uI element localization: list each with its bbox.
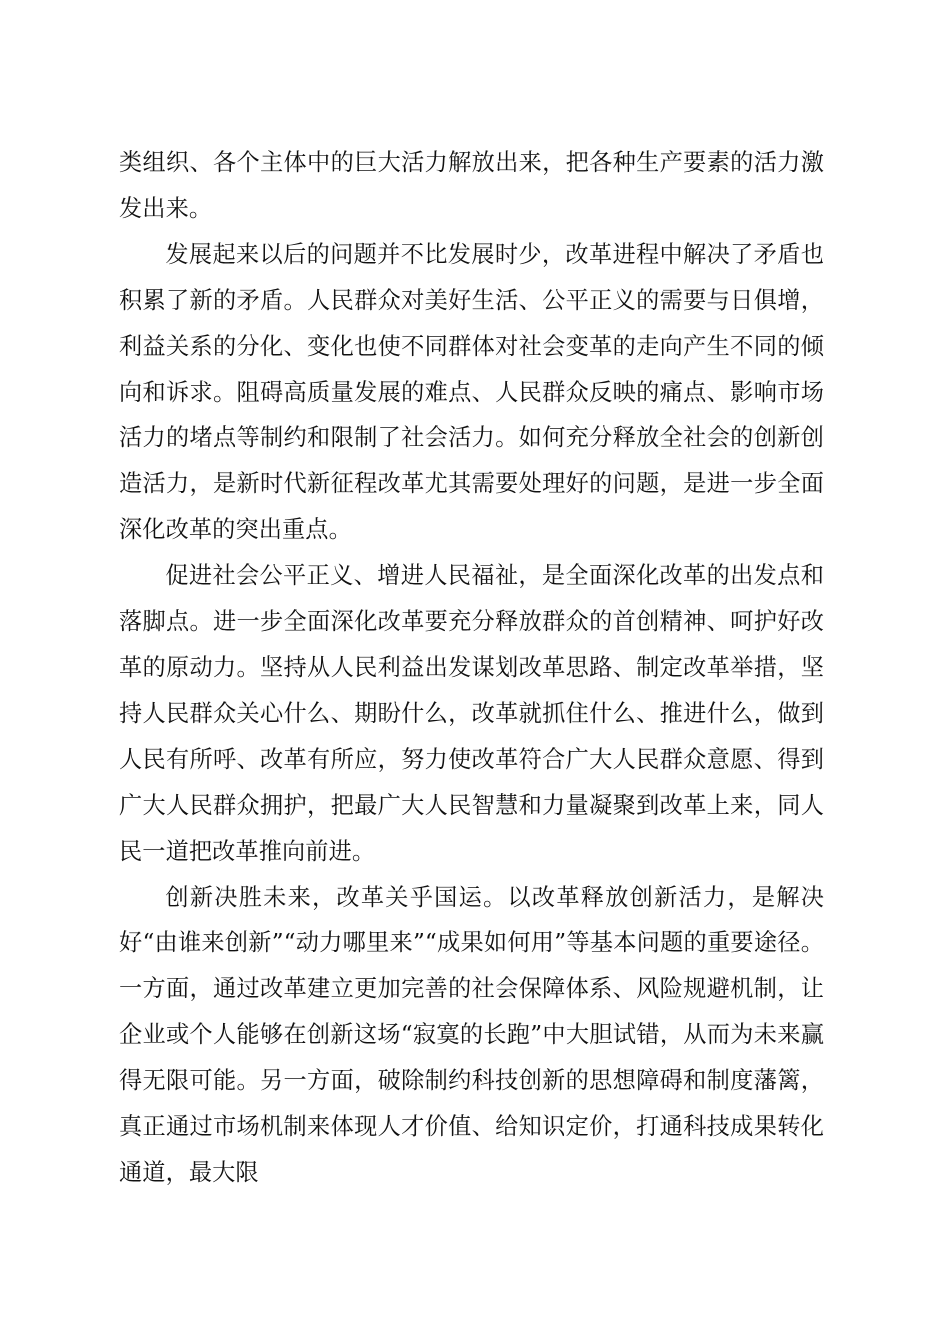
paragraph-3: 促进社会公平正义、增进人民福祉，是全面深化改革的出发点和落脚点。进一步全面深化改革要充分释放群众的首创精神、呵护好改革的原动力。坚持从人民利益出发谋划改革思路、制定改革举措，坚持人民群众关心什么、期盼什么，改革就抓住什么、推进什么，做到人民有所呼、改革有所应，努力使改革符合广大人民群众意愿、得到广大人民群众拥护，把最广大人民智慧和力量凝聚到改革上来，同人民一道把改革推向前进。 bbox=[119, 562, 824, 865]
paragraph-2: 发展起来以后的问题并不比发展时少，改革进程中解决了矛盾也积累了新的矛盾。人民群众对美好生活、公平正义的需要与日俱增，利益关系的分化、变化也使不同群体对社会变革的走向产生不同的倾向和诉求。阻碍高质量发展的难点、人民群众反映的痛点、影响市场活力的堵点等制约和限制了社会活力。如何充分释放全社会的创新创造活力，是新时代新征程改革尤其需要处理好的问题，是进一步全面深化改革的突出重点。 bbox=[119, 240, 824, 544]
paragraph-4: 创新决胜未来，改革关乎国运。以改革释放创新活力，是解决好“由谁来创新”“动力哪里来”“成果如何用”等基本问题的重要途径。一方面，通过改革建立更加完善的社会保障体系、风险规避机制，让企业或个人能够在创新这场“寂寞的长跑”中大胆试错，从而为未来赢得无限可能。另一方面，破除制约科技创新的思想障碍和制度藩篱，真正通过市场机制来体现人才价值、给知识定价，打通科技成果转化通道，最大限 bbox=[119, 883, 824, 1186]
body-text bbox=[119, 140, 824, 1196]
paragraph-1: 类组织、各个主体中的巨大活力解放出来，把各种生产要素的活力激发出来。 bbox=[119, 149, 824, 222]
